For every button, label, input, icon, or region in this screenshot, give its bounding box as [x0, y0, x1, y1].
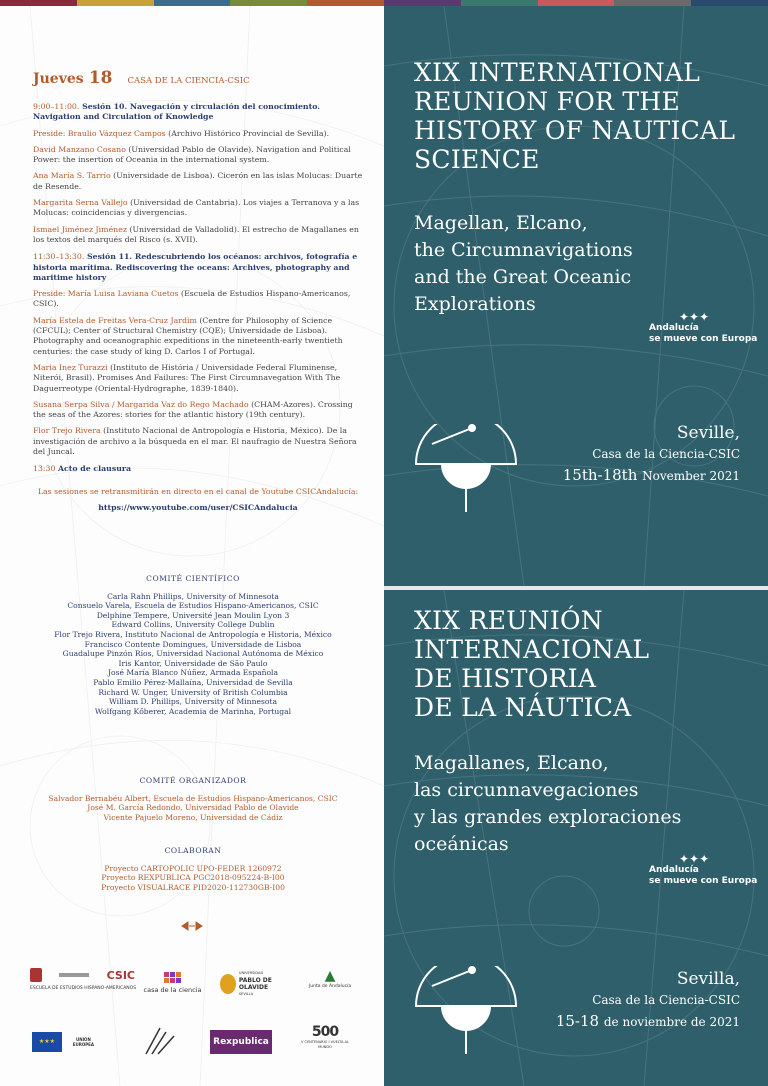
list-item: Proyecto CARTOPOLIC UPO-FEDER 1260972: [104, 863, 282, 873]
list-item: Richard W. Unger, University of British Columbia: [98, 687, 288, 697]
ornament-icon: [180, 920, 204, 932]
eu-flag-icon: ★★★: [32, 1032, 62, 1052]
cartopolic-icon: [142, 1026, 178, 1056]
closing: 13:30 Acto de clausura: [33, 464, 132, 474]
casa-ciencia-logo: casa de la ciencia: [140, 972, 205, 994]
session-10-title: 9:00–11:00. Sesión 10. Navegación y circulación del conocimiento. Navigation and Circulation of Knowledge: [33, 102, 320, 122]
list-item: Consuelo Varela, Escuela de Estudios Hispano-Americanos, CSIC: [67, 601, 319, 611]
list-item: Guadalupe Pinzón Ríos, Universidad Nacional Autónoma de México: [62, 649, 324, 659]
list-item: Delphine Tempere, Université Jean Moulin Lyon 3: [96, 610, 290, 620]
english-dates: 15th-18th November 2021: [562, 466, 740, 484]
list-item: Maria Inez Turazzi (Instituto de História / Universidade Federal Fluminense, Niterói, Brasil). Promises And Failures: The First Circumnavegation With The Daguerreotype (Oriental-Hydrographe, 1839-1840).: [33, 362, 341, 393]
eu-badge-en: ✦✦✦ Andalucía se mueve con Europa: [649, 310, 758, 344]
list-item: José M. García Redondo, Universidad Pablo de Olavide: [87, 803, 299, 813]
rexpublica-logo: Rexpublica: [210, 1030, 272, 1054]
stream-url-link[interactable]: https://www.youtube.com/user/CSICAndalucia: [98, 502, 298, 512]
day-number: 18: [88, 68, 113, 88]
collab-heading: COLABORAN: [164, 846, 222, 855]
list-item: Salvador Bernabéu Albert, Escuela de Estudios Hispano-Americanos, CSIC: [48, 793, 338, 803]
list-item: Wolfgang Kőberer, Academia de Marinha, Portugal: [94, 706, 292, 716]
eeha-csic-logo: CSIC ESCUELA DE ESTUDIOS HISPANO-AMERICANOS: [30, 968, 137, 991]
list-item: William D. Phillips, University of Minnesota: [108, 697, 277, 707]
list-item: Ana María S. Tarrío (Universidade de Lisboa). Cicerón en las islas Molucas: Duarte de Resende.: [33, 171, 363, 191]
list-item: Preside: María Luisa Laviana Cuetos (Escuela de Estudios Hispano-Americanos, CSIC).: [33, 289, 351, 309]
day-name: Jueves: [33, 71, 84, 87]
list-item: Proyecto VISUALRACE PID2020-112730GB-I00: [101, 882, 285, 892]
list-item: Vicente Pajuelo Moreno, Universidad de Cádiz: [103, 812, 283, 822]
session-11: [33, 252, 363, 457]
ue-logo: ★★★ UNIÓN EUROPEA: [32, 1032, 102, 1052]
panel-divider: [384, 586, 768, 590]
list-item: Ismael Jiménez Jiménez (Universidad de Valladolid). El estrecho de Magallanes en los textos del marqués del Risco (s. XVII).: [33, 224, 359, 244]
collaborators: [33, 846, 353, 892]
organizing-list: [33, 794, 353, 823]
list-item: Francisco Contente Domingues, Universidade de Lisboa: [84, 639, 302, 649]
spanish-title: XIX REUNIÓN INTERNACIONAL DE HISTORIA DE LA NÁUTICA: [414, 606, 650, 722]
left-column: [0, 6, 384, 1086]
day-header: [33, 68, 250, 88]
program: [33, 102, 363, 519]
scientific-heading: COMITÉ CIENTÍFICO: [146, 574, 240, 583]
list-item: Edward Collins, University College Dublin: [111, 620, 275, 630]
english-title: XIX INTERNATIONAL REUNION FOR THE HISTORY OF NAUTICAL SCIENCE: [414, 58, 736, 174]
scientific-committee: [33, 574, 353, 716]
list-item: Iris Kantor, Universidade de São Paulo: [118, 658, 268, 668]
spanish-location: Sevilla, Casa de la Ciencia-CSIC 15-18 de noviembre de 2021: [556, 968, 740, 1033]
english-location: Seville, Casa de la Ciencia-CSIC 15th-18th November 2021: [563, 422, 740, 487]
list-item: Margarita Serna Vallejo (Universidad de Cantabria). Los viajes a Terranova y a las Molucas: coincidencias y divergencias.: [33, 198, 360, 218]
list-item: Susana Serpa Silva / Margarida Vaz do Rego Machado (CHAM-Azores). Crossing the seas of the Azores: stories for the atlantic history (19th century).: [33, 399, 353, 420]
stream-note: Las sesiones se retransmitirán en directo en el canal de Youtube CSICAndalucía:: [37, 486, 359, 496]
session-10: [33, 102, 363, 245]
organizing-heading: COMITÉ ORGANIZADOR: [139, 776, 247, 785]
spanish-subtitle: Magallanes, Elcano, las circunnavegaciones y las grandes exploraciones oceánicas: [414, 752, 682, 855]
upo-sun-icon: [220, 974, 236, 994]
organizing-committee: [33, 776, 353, 822]
spanish-dates: 15-18 de noviembre de 2021: [555, 1012, 740, 1030]
eu-stars-icon: ✦✦✦: [679, 852, 710, 866]
session-11-title: 11:30–13:30. Sesión 11. Redescubriendo los océanos: archivos, fotografía e historia marítima. Rediscovering the oceans: Archives, photography and maritime history: [33, 252, 358, 282]
list-item: Preside: Braulio Vázquez Campos (Archivo Histórico Provincial de Sevilla).: [33, 128, 330, 138]
list-item: Flor Trejo Rivera, Instituto Nacional de Antropología e Historia, México: [54, 629, 332, 639]
list-item: David Manzano Cosano (Universidad Pablo de Olavide). Navigation and Political Power: the insertion of Oceania in the international system.: [33, 144, 351, 165]
crest-icon: [30, 968, 42, 982]
day-place: CASA DE LA CIENCIA-CSIC: [127, 76, 250, 86]
casa-grid-icon: [140, 972, 205, 977]
english-subtitle: Magellan, Elcano, the Circumnavigations and the Great Oceanic Explorations: [414, 212, 633, 315]
junta-emblem-icon: ▲: [324, 968, 336, 984]
astrolabe-icon: [412, 424, 522, 514]
eu-stars-icon: ✦✦✦: [679, 310, 710, 324]
upo-logo: UNIVERSIDAD PABLO DE OLAVIDE SEVILLA: [220, 970, 290, 998]
collab-list: [33, 864, 353, 893]
eu-badge-es: ✦✦✦ Andalucía se mueve con Europa: [649, 852, 758, 886]
ministry-lines-icon: [59, 973, 89, 977]
scientific-list: [33, 592, 353, 717]
list-item: Carla Rahn Phillips, University of Minnesota: [107, 591, 279, 601]
astrolabe-icon: [412, 966, 522, 1056]
junta-logo: ▲ Junta de Andalucía: [300, 968, 360, 989]
right-column: [384, 6, 768, 1086]
list-item: José María Blanco Núñez, Armada Española: [107, 668, 279, 678]
list-item: María Estela de Freitas Vera-Cruz Jardim (Centre for Philosophy of Science (CFCUL); Center of Structural Chemistry (CQE); Universidade de Lisboa). Photography and oceanographic expeditions in the nineteenth-early twentieth centuries: the case study of king D. Carlos I of Portugal.: [33, 315, 343, 356]
list-item: Pablo Emilio Pérez-Mallaína, Universidad de Sevilla: [93, 677, 293, 687]
list-item: Proyecto REXPUBLICA PGC2018-095224-B-I00: [101, 873, 285, 883]
list-item: Flor Trejo Rivera (Instituto Nacional de Antropología e Historia, México). De la investigación de archivo a la búsqueda en el mar. El naufragio de Nuestra Señora del Juncal.: [33, 426, 357, 457]
cartopolic-logo: [140, 1026, 180, 1058]
v500-logo: 500 V CENTENARIO I VUELTA AL MUNDO: [301, 1024, 349, 1049]
